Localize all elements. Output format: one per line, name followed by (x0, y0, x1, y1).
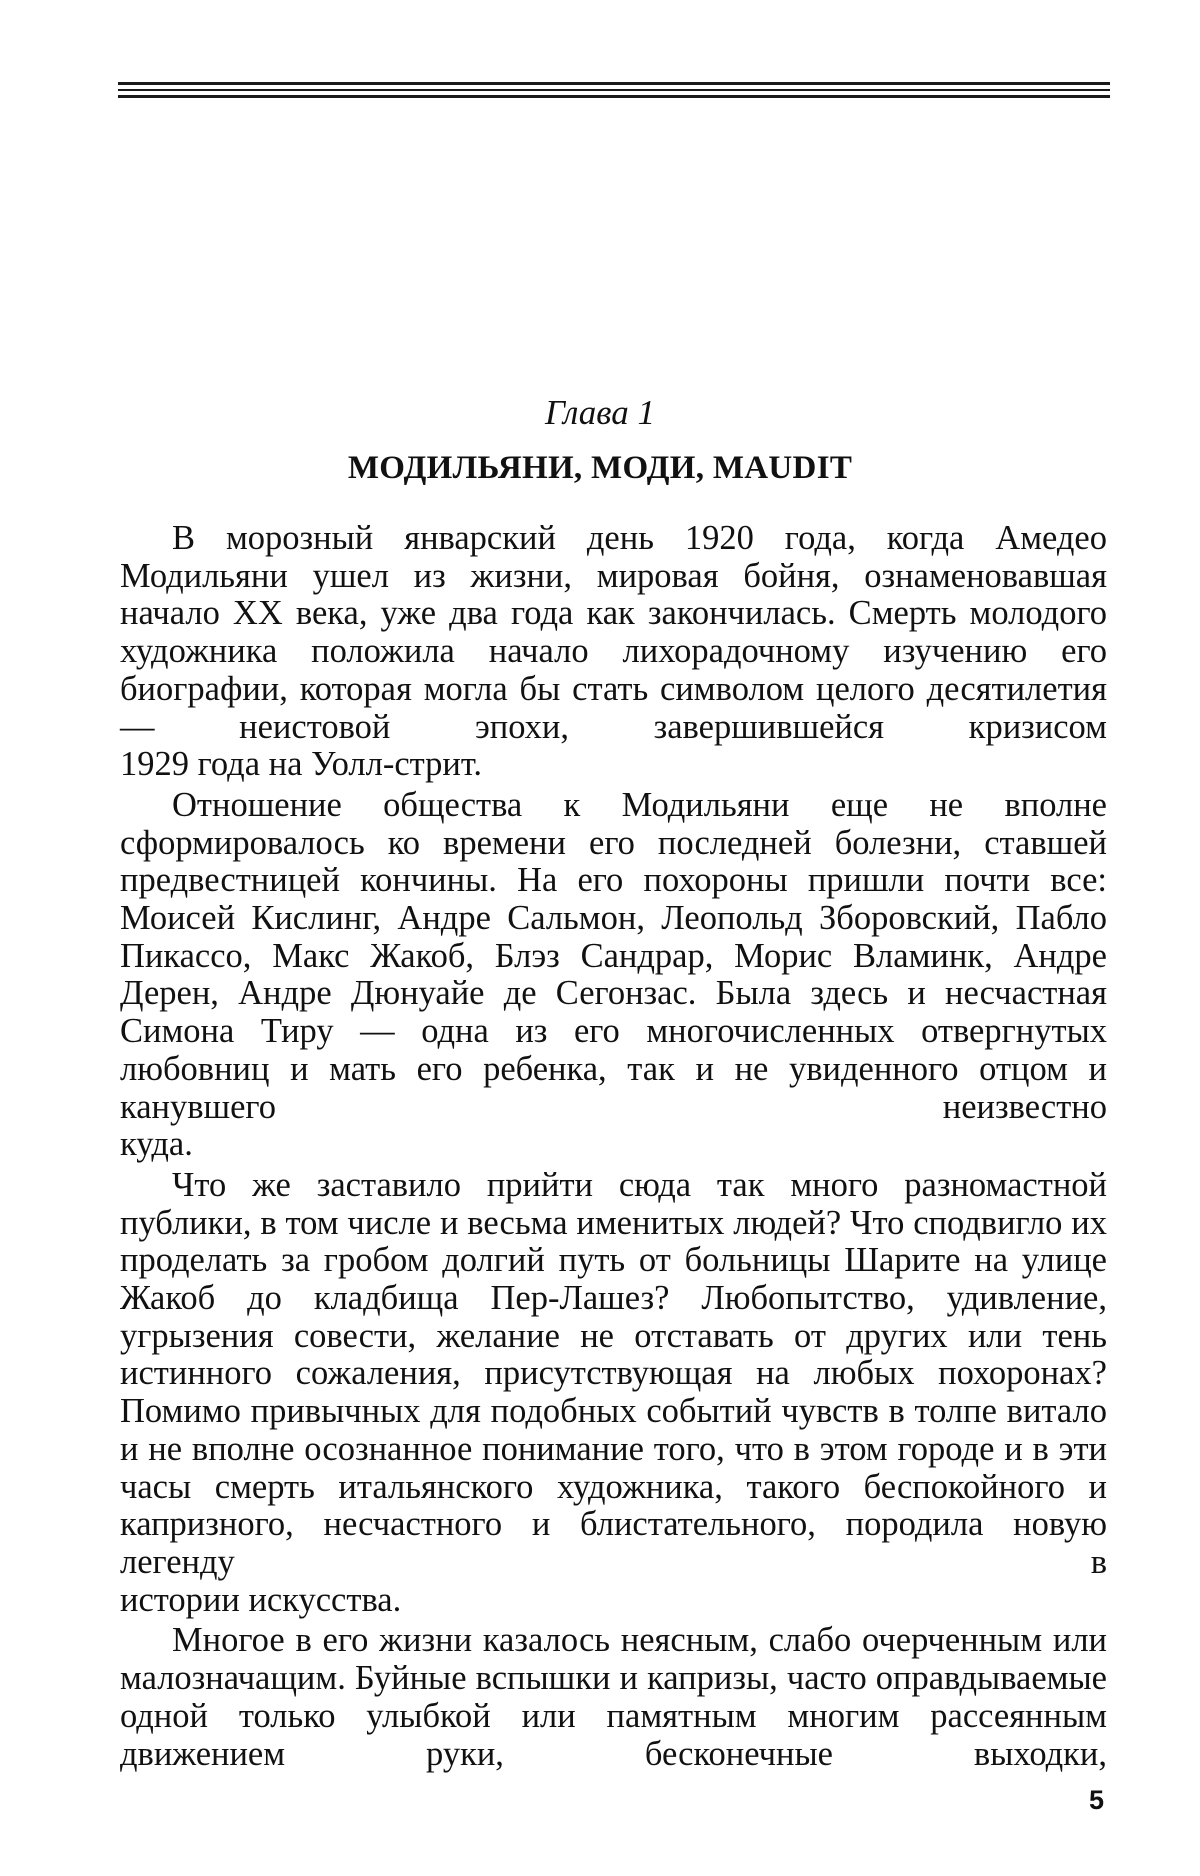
chapter-title: МОДИЛЬЯНИ, МОДИ, MAUDIT (347, 450, 853, 486)
paragraph-1: В морозный январский день 1920 года, когда Амедео Модильяни ушел из жизни, мировая бойня, ознаменовавшая начало XX века, уже два года как закончилась. Смерть молодого художника положила начало лихорадочному изучению его биографии, которая могла бы стать символом целого десятилетия — неистовой эпохи, завершившейся кризисом (120, 519, 1107, 746)
header-rule (118, 80, 1110, 104)
page-number: 5 (1088, 1785, 1104, 1815)
paragraph-4: Многое в его жизни казалось неясным, слабо очерченным или малозначащим. Буйные вспышки и капризы, часто оправдываемые одной только улыбкой или памятным многим рассеянным движением руки, бесконечные выходки, (120, 1621, 1107, 1773)
paragraph-3: Что же заставило прийти сюда так много разномастной публики, в том числе и весьма именитых людей? Что сподвигло их проделать за гробом долгий путь от больницы Шарите на улице Жакоб до кладбища Пер-Лашез? Любопытство, удивление, угрызения совести, желание не отставать от других или тень истинного сожаления, присутствующая на любых похоронах? Помимо привычных для подобных событий чувств в толпе витало и не вполне осознанное понимание того, что в этом городе и в эти часы смерть итальянского художника, такого беспокойного и капризного, несчастного и блистательного, породила новую легенду в (120, 1165, 1107, 1581)
chapter-label: Глава 1 (545, 393, 655, 432)
body-text (120, 520, 1107, 1773)
paragraph-3-last-line: истории искусства. (120, 1580, 402, 1619)
paragraph-2-last-line: куда. (120, 1125, 193, 1164)
header-rule-line-middle (118, 89, 1110, 91)
paragraph-1-last-line: 1929 года на Уолл-стрит. (120, 745, 482, 784)
header-rule-line-bottom (118, 95, 1110, 98)
header-rule-line-top (118, 82, 1110, 85)
paragraph-2: Отношение общества к Модильяни еще не вполне сформировалось ко времени его последней болезни, ставшей предвестницей кончины. На его похороны пришли почти все: Моисей Кислинг, Андре Сальмон, Леопольд Зборовский, Пабло Пикассо, Макс Жакоб, Блэз Сандрар, Морис Вламинк, Андре Дерен, Андре Дюнуайе де Сегонзас. Была здесь и несчастная Симона Тиру — одна из его многочисленных отвергнутых любовниц и мать его ребенка, так и не увиденного отцом и канувшего неизвестно (120, 785, 1107, 1126)
